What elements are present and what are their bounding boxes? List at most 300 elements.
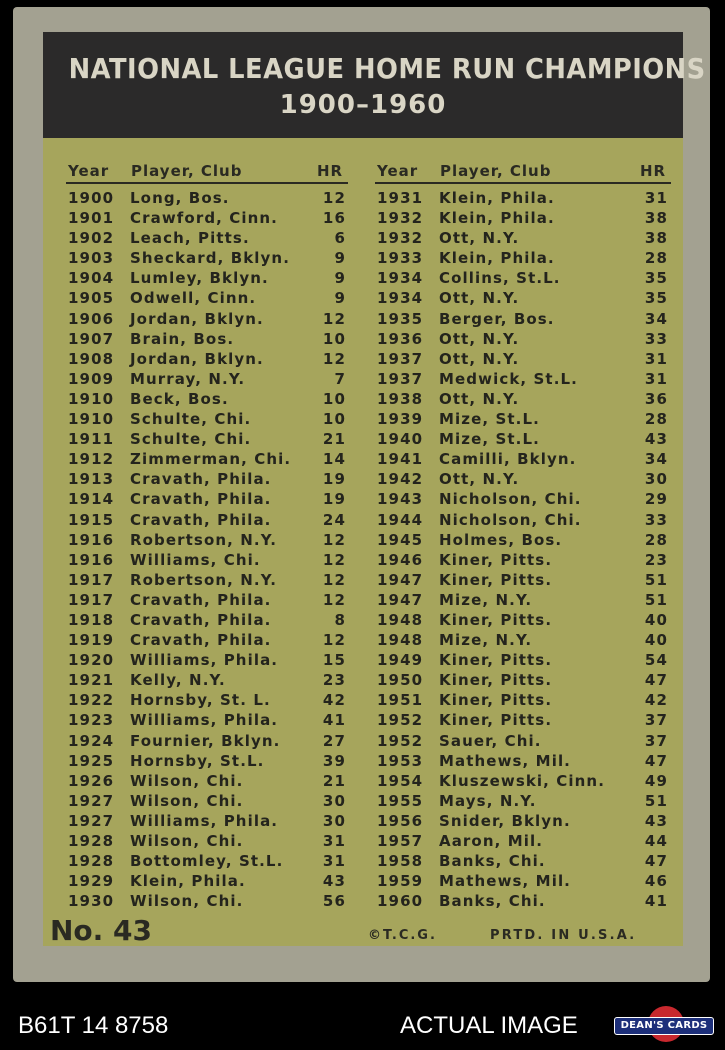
table-row bbox=[68, 187, 346, 207]
row-year: 1922 bbox=[68, 691, 115, 710]
row-year: 1911 bbox=[68, 430, 115, 449]
row-player-club: Kiner, Pitts. bbox=[439, 651, 553, 670]
row-year: 1914 bbox=[68, 490, 115, 509]
right-hr-header: HR bbox=[640, 162, 667, 180]
row-player-club: Williams, Phila. bbox=[130, 711, 279, 730]
table-row bbox=[377, 428, 668, 448]
row-player-club: Crawford, Cinn. bbox=[130, 209, 278, 228]
table-row bbox=[68, 529, 346, 549]
row-home-runs: 30 bbox=[644, 470, 668, 489]
row-year: 1929 bbox=[68, 872, 115, 891]
left-year-header: Year bbox=[68, 162, 110, 180]
row-year: 1924 bbox=[68, 731, 115, 750]
table-row bbox=[377, 709, 668, 729]
row-player-club: Cravath, Phila. bbox=[130, 631, 272, 650]
table-row bbox=[68, 850, 346, 870]
row-player-club: Murray, N.Y. bbox=[130, 369, 246, 388]
row-home-runs: 10 bbox=[322, 410, 346, 429]
row-home-runs: 37 bbox=[644, 731, 668, 750]
row-year: 1927 bbox=[68, 791, 115, 810]
table-row bbox=[377, 629, 668, 649]
row-home-runs: 12 bbox=[322, 590, 346, 609]
row-home-runs: 41 bbox=[322, 711, 346, 730]
row-year: 1916 bbox=[68, 530, 115, 549]
row-year: 1935 bbox=[377, 309, 424, 328]
table-row bbox=[68, 287, 346, 307]
row-player-club: Wilson, Chi. bbox=[130, 832, 244, 850]
row-player-club: Klein, Phila. bbox=[439, 209, 555, 228]
row-year: 1906 bbox=[68, 309, 115, 328]
row-year: 1928 bbox=[68, 832, 115, 850]
row-year: 1915 bbox=[68, 510, 115, 529]
row-home-runs: 12 bbox=[322, 309, 346, 328]
table-row bbox=[377, 649, 668, 669]
table-row bbox=[377, 609, 668, 629]
actual-image-label: ACTUAL IMAGE bbox=[400, 1012, 578, 1039]
row-year: 1958 bbox=[377, 852, 424, 871]
row-home-runs: 10 bbox=[322, 389, 346, 408]
row-home-runs: 38 bbox=[644, 209, 668, 228]
row-year: 1934 bbox=[377, 289, 424, 308]
row-home-runs: 34 bbox=[644, 309, 668, 328]
table-row bbox=[68, 810, 346, 830]
row-home-runs: 47 bbox=[644, 671, 668, 690]
table-row bbox=[377, 468, 668, 488]
row-home-runs: 28 bbox=[644, 530, 668, 549]
table-row bbox=[377, 247, 668, 267]
row-player-club: Bottomley, St.L. bbox=[130, 852, 284, 871]
row-year: 1937 bbox=[377, 349, 424, 368]
row-home-runs: 8 bbox=[334, 610, 346, 629]
table-row bbox=[68, 348, 346, 368]
row-home-runs: 31 bbox=[644, 369, 668, 388]
row-home-runs: 38 bbox=[644, 229, 668, 248]
table-row bbox=[68, 388, 346, 408]
row-player-club: Kiner, Pitts. bbox=[439, 570, 553, 589]
left-hr-header: HR bbox=[317, 162, 344, 180]
row-player-club: Lumley, Bklyn. bbox=[130, 269, 269, 288]
row-home-runs: 27 bbox=[322, 731, 346, 750]
row-player-club: Kiner, Pitts. bbox=[439, 711, 553, 730]
row-year: 1954 bbox=[377, 771, 424, 790]
row-player-club: Mathews, Mil. bbox=[439, 872, 571, 891]
row-year: 1945 bbox=[377, 530, 424, 549]
row-home-runs: 15 bbox=[322, 651, 346, 670]
row-player-club: Holmes, Bos. bbox=[439, 530, 563, 549]
row-player-club: Kluszewski, Cinn. bbox=[439, 771, 606, 790]
table-row bbox=[68, 589, 346, 609]
row-year: 1930 bbox=[68, 892, 115, 911]
page-title: NATIONAL LEAGUE HOME RUN CHAMPIONS bbox=[68, 52, 706, 85]
table-row bbox=[377, 870, 668, 890]
row-player-club: Nicholson, Chi. bbox=[439, 510, 582, 529]
table-row bbox=[68, 730, 346, 750]
row-home-runs: 23 bbox=[322, 671, 346, 690]
row-home-runs: 43 bbox=[322, 872, 346, 891]
row-player-club: Kiner, Pitts. bbox=[439, 691, 553, 710]
row-home-runs: 51 bbox=[644, 570, 668, 589]
row-player-club: Williams, Phila. bbox=[130, 651, 279, 670]
row-home-runs: 30 bbox=[322, 811, 346, 830]
card-header bbox=[43, 32, 706, 138]
table-row bbox=[68, 649, 346, 669]
row-player-club: Beck, Bos. bbox=[130, 389, 229, 408]
row-player-club: Cravath, Phila. bbox=[130, 490, 272, 509]
row-home-runs: 12 bbox=[322, 530, 346, 549]
row-player-club: Leach, Pitts. bbox=[130, 229, 250, 248]
row-player-club: Ott, N.Y. bbox=[439, 229, 520, 248]
row-home-runs: 56 bbox=[322, 892, 346, 911]
row-year: 1956 bbox=[377, 811, 424, 830]
row-year: 1936 bbox=[377, 329, 424, 348]
row-home-runs: 6 bbox=[334, 229, 346, 248]
row-player-club: Mays, N.Y. bbox=[439, 791, 537, 810]
row-year: 1941 bbox=[377, 450, 424, 469]
table-row bbox=[377, 790, 668, 810]
row-home-runs: 46 bbox=[644, 872, 668, 891]
row-home-runs: 35 bbox=[644, 289, 668, 308]
row-home-runs: 51 bbox=[644, 791, 668, 810]
table-row bbox=[68, 468, 346, 488]
row-year: 1912 bbox=[68, 450, 115, 469]
table-row bbox=[68, 509, 346, 529]
row-home-runs: 16 bbox=[322, 209, 346, 228]
table-row bbox=[377, 890, 668, 910]
row-home-runs: 31 bbox=[644, 189, 668, 207]
serial-number: B61T 14 8758 bbox=[18, 1012, 169, 1039]
table-row bbox=[68, 328, 346, 348]
table-row bbox=[377, 589, 668, 609]
row-year: 1938 bbox=[377, 389, 424, 408]
row-home-runs: 34 bbox=[644, 450, 668, 469]
table-row bbox=[377, 267, 668, 287]
table-row bbox=[377, 308, 668, 328]
row-home-runs: 51 bbox=[644, 590, 668, 609]
row-player-club: Mathews, Mil. bbox=[439, 751, 571, 770]
row-home-runs: 9 bbox=[334, 269, 346, 288]
table-row bbox=[68, 408, 346, 428]
row-home-runs: 33 bbox=[644, 329, 668, 348]
row-year: 1932 bbox=[377, 209, 424, 228]
row-year: 1948 bbox=[377, 610, 424, 629]
row-home-runs: 12 bbox=[322, 349, 346, 368]
row-player-club: Ott, N.Y. bbox=[439, 349, 520, 368]
table-row bbox=[377, 488, 668, 508]
row-year: 1943 bbox=[377, 490, 424, 509]
table-row bbox=[68, 830, 346, 850]
row-home-runs: 31 bbox=[644, 349, 668, 368]
left-champions-list bbox=[68, 187, 346, 910]
table-row bbox=[68, 770, 346, 790]
row-year: 1927 bbox=[68, 811, 115, 830]
row-player-club: Ott, N.Y. bbox=[439, 470, 520, 489]
left-player-header: Player, Club bbox=[131, 162, 243, 180]
row-player-club: Robertson, N.Y. bbox=[130, 530, 277, 549]
row-player-club: Zimmerman, Chi. bbox=[130, 450, 292, 469]
row-player-club: Kiner, Pitts. bbox=[439, 550, 553, 569]
row-home-runs: 12 bbox=[322, 631, 346, 650]
row-player-club: Banks, Chi. bbox=[439, 892, 546, 911]
row-player-club: Mize, N.Y. bbox=[439, 590, 533, 609]
row-home-runs: 37 bbox=[644, 711, 668, 730]
row-year: 1901 bbox=[68, 209, 115, 228]
row-home-runs: 21 bbox=[322, 430, 346, 449]
row-player-club: Ott, N.Y. bbox=[439, 289, 520, 308]
row-home-runs: 42 bbox=[644, 691, 668, 710]
row-home-runs: 42 bbox=[322, 691, 346, 710]
row-year: 1928 bbox=[68, 852, 115, 871]
table-row bbox=[377, 328, 668, 348]
row-player-club: Fournier, Bklyn. bbox=[130, 731, 281, 750]
row-year: 1908 bbox=[68, 349, 115, 368]
table-row bbox=[377, 408, 668, 428]
row-home-runs: 9 bbox=[334, 289, 346, 308]
row-year: 1910 bbox=[68, 389, 115, 408]
table-row bbox=[68, 207, 346, 227]
row-home-runs: 28 bbox=[644, 249, 668, 268]
row-home-runs: 12 bbox=[322, 550, 346, 569]
row-home-runs: 19 bbox=[322, 470, 346, 489]
table-row bbox=[68, 750, 346, 770]
table-row bbox=[377, 388, 668, 408]
row-home-runs: 43 bbox=[644, 430, 668, 449]
row-year: 1942 bbox=[377, 470, 424, 489]
row-year: 1940 bbox=[377, 430, 424, 449]
table-row bbox=[377, 730, 668, 750]
row-home-runs: 14 bbox=[322, 450, 346, 469]
table-row bbox=[68, 308, 346, 328]
row-year: 1951 bbox=[377, 691, 424, 710]
row-year: 1909 bbox=[68, 369, 115, 388]
row-year: 1913 bbox=[68, 470, 115, 489]
row-year: 1934 bbox=[377, 269, 424, 288]
table-row bbox=[377, 368, 668, 388]
row-year: 1917 bbox=[68, 570, 115, 589]
table-row bbox=[68, 689, 346, 709]
table-row bbox=[68, 609, 346, 629]
table-row bbox=[68, 870, 346, 890]
row-home-runs: 40 bbox=[644, 610, 668, 629]
row-home-runs: 54 bbox=[644, 651, 668, 670]
row-player-club: Kiner, Pitts. bbox=[439, 610, 553, 629]
table-row bbox=[377, 689, 668, 709]
table-row bbox=[68, 629, 346, 649]
row-year: 1931 bbox=[377, 189, 424, 207]
table-row bbox=[377, 227, 668, 247]
page-subtitle: 1900–1960 bbox=[279, 90, 447, 120]
table-row bbox=[377, 348, 668, 368]
table-row bbox=[377, 850, 668, 870]
row-home-runs: 21 bbox=[322, 771, 346, 790]
row-player-club: Collins, St.L. bbox=[439, 269, 561, 288]
row-player-club: Berger, Bos. bbox=[439, 309, 555, 328]
row-player-club: Odwell, Cinn. bbox=[130, 289, 257, 308]
table-row bbox=[377, 549, 668, 569]
row-year: 1952 bbox=[377, 711, 424, 730]
table-row bbox=[377, 448, 668, 468]
row-home-runs: 44 bbox=[644, 832, 668, 850]
right-year-header: Year bbox=[377, 162, 419, 180]
table-row bbox=[68, 267, 346, 287]
row-player-club: Long, Bos. bbox=[130, 189, 230, 207]
copyright-text: ©T.C.G. bbox=[368, 928, 437, 943]
row-year: 1939 bbox=[377, 410, 424, 429]
right-champions-list bbox=[377, 187, 668, 910]
row-year: 1905 bbox=[68, 289, 115, 308]
row-player-club: Aaron, Mil. bbox=[439, 832, 544, 850]
left-header-rule bbox=[66, 182, 348, 184]
row-year: 1937 bbox=[377, 369, 424, 388]
row-player-club: Wilson, Chi. bbox=[130, 771, 244, 790]
row-home-runs: 33 bbox=[644, 510, 668, 529]
row-player-club: Ott, N.Y. bbox=[439, 389, 520, 408]
row-player-club: Robertson, N.Y. bbox=[130, 570, 277, 589]
row-year: 1955 bbox=[377, 791, 424, 810]
table-row bbox=[377, 669, 668, 689]
table-row bbox=[377, 830, 668, 850]
right-player-header: Player, Club bbox=[440, 162, 552, 180]
row-year: 1957 bbox=[377, 832, 424, 850]
logo-text: DEAN'S CARDS bbox=[614, 1017, 714, 1035]
table-row bbox=[377, 509, 668, 529]
row-home-runs: 30 bbox=[322, 791, 346, 810]
row-year: 1907 bbox=[68, 329, 115, 348]
row-home-runs: 47 bbox=[644, 751, 668, 770]
table-row bbox=[377, 810, 668, 830]
row-home-runs: 39 bbox=[322, 751, 346, 770]
row-year: 1900 bbox=[68, 189, 115, 207]
table-row bbox=[68, 428, 346, 448]
row-home-runs: 28 bbox=[644, 410, 668, 429]
printed-in-text: PRTD. IN U.S.A. bbox=[490, 928, 637, 943]
row-player-club: Klein, Phila. bbox=[130, 872, 246, 891]
row-player-club: Williams, Phila. bbox=[130, 811, 279, 830]
row-home-runs: 36 bbox=[644, 389, 668, 408]
row-home-runs: 29 bbox=[644, 490, 668, 509]
row-year: 1926 bbox=[68, 771, 115, 790]
row-year: 1919 bbox=[68, 631, 115, 650]
table-row bbox=[68, 488, 346, 508]
row-player-club: Williams, Chi. bbox=[130, 550, 261, 569]
row-home-runs: 31 bbox=[322, 832, 346, 850]
row-year: 1933 bbox=[377, 249, 424, 268]
row-year: 1902 bbox=[68, 229, 115, 248]
table-row bbox=[68, 890, 346, 910]
row-player-club: Ott, N.Y. bbox=[439, 329, 520, 348]
row-year: 1947 bbox=[377, 590, 424, 609]
row-year: 1944 bbox=[377, 510, 424, 529]
row-player-club: Schulte, Chi. bbox=[130, 430, 252, 449]
row-home-runs: 41 bbox=[644, 892, 668, 911]
row-year: 1925 bbox=[68, 751, 115, 770]
table-row bbox=[68, 709, 346, 729]
row-year: 1920 bbox=[68, 651, 115, 670]
row-player-club: Mize, St.L. bbox=[439, 410, 540, 429]
row-year: 1960 bbox=[377, 892, 424, 911]
row-home-runs: 19 bbox=[322, 490, 346, 509]
table-row bbox=[377, 569, 668, 589]
row-player-club: Hornsby, St. L. bbox=[130, 691, 271, 710]
row-year: 1917 bbox=[68, 590, 115, 609]
row-year: 1950 bbox=[377, 671, 424, 690]
row-home-runs: 47 bbox=[644, 852, 668, 871]
row-year: 1953 bbox=[377, 751, 424, 770]
row-home-runs: 10 bbox=[322, 329, 346, 348]
row-year: 1946 bbox=[377, 550, 424, 569]
row-player-club: Cravath, Phila. bbox=[130, 470, 272, 489]
row-home-runs: 12 bbox=[322, 189, 346, 207]
row-player-club: Cravath, Phila. bbox=[130, 590, 272, 609]
row-player-club: Cravath, Phila. bbox=[130, 610, 272, 629]
row-home-runs: 23 bbox=[644, 550, 668, 569]
table-row bbox=[68, 448, 346, 468]
row-player-club: Snider, Bklyn. bbox=[439, 811, 571, 830]
row-year: 1918 bbox=[68, 610, 115, 629]
row-year: 1921 bbox=[68, 671, 115, 690]
row-home-runs: 7 bbox=[334, 369, 346, 388]
table-row bbox=[68, 669, 346, 689]
table-row bbox=[68, 549, 346, 569]
row-home-runs: 12 bbox=[322, 570, 346, 589]
row-year: 1952 bbox=[377, 731, 424, 750]
row-player-club: Jordan, Bklyn. bbox=[130, 349, 264, 368]
row-player-club: Mize, St.L. bbox=[439, 430, 540, 449]
row-player-club: Kiner, Pitts. bbox=[439, 671, 553, 690]
row-player-club: Klein, Phila. bbox=[439, 189, 555, 207]
table-row bbox=[68, 227, 346, 247]
row-player-club: Mize, N.Y. bbox=[439, 631, 533, 650]
card-number: No. 43 bbox=[50, 914, 153, 947]
row-year: 1949 bbox=[377, 651, 424, 670]
row-player-club: Schulte, Chi. bbox=[130, 410, 252, 429]
table-row bbox=[68, 790, 346, 810]
table-row bbox=[377, 287, 668, 307]
table-row bbox=[377, 770, 668, 790]
row-player-club: Brain, Bos. bbox=[130, 329, 235, 348]
row-year: 1910 bbox=[68, 410, 115, 429]
row-player-club: Sheckard, Bklyn. bbox=[130, 249, 291, 268]
row-player-club: Kelly, N.Y. bbox=[130, 671, 226, 690]
row-player-club: Wilson, Chi. bbox=[130, 892, 244, 911]
row-player-club: Medwick, St.L. bbox=[439, 369, 578, 388]
row-player-club: Sauer, Chi. bbox=[439, 731, 542, 750]
row-year: 1923 bbox=[68, 711, 115, 730]
row-year: 1948 bbox=[377, 631, 424, 650]
table-row bbox=[377, 529, 668, 549]
row-year: 1947 bbox=[377, 570, 424, 589]
table-row bbox=[377, 207, 668, 227]
row-player-club: Jordan, Bklyn. bbox=[130, 309, 264, 328]
row-home-runs: 24 bbox=[322, 510, 346, 529]
row-home-runs: 9 bbox=[334, 249, 346, 268]
row-home-runs: 40 bbox=[644, 631, 668, 650]
row-player-club: Klein, Phila. bbox=[439, 249, 555, 268]
row-player-club: Camilli, Bklyn. bbox=[439, 450, 577, 469]
row-home-runs: 43 bbox=[644, 811, 668, 830]
row-year: 1959 bbox=[377, 872, 424, 891]
row-home-runs: 49 bbox=[644, 771, 668, 790]
row-home-runs: 31 bbox=[322, 852, 346, 871]
row-year: 1916 bbox=[68, 550, 115, 569]
deans-cards-logo[interactable] bbox=[614, 1006, 712, 1042]
right-header-rule bbox=[375, 182, 671, 184]
table-row bbox=[377, 750, 668, 770]
table-row bbox=[68, 368, 346, 388]
row-year: 1904 bbox=[68, 269, 115, 288]
table-row bbox=[68, 247, 346, 267]
row-year: 1932 bbox=[377, 229, 424, 248]
row-home-runs: 35 bbox=[644, 269, 668, 288]
